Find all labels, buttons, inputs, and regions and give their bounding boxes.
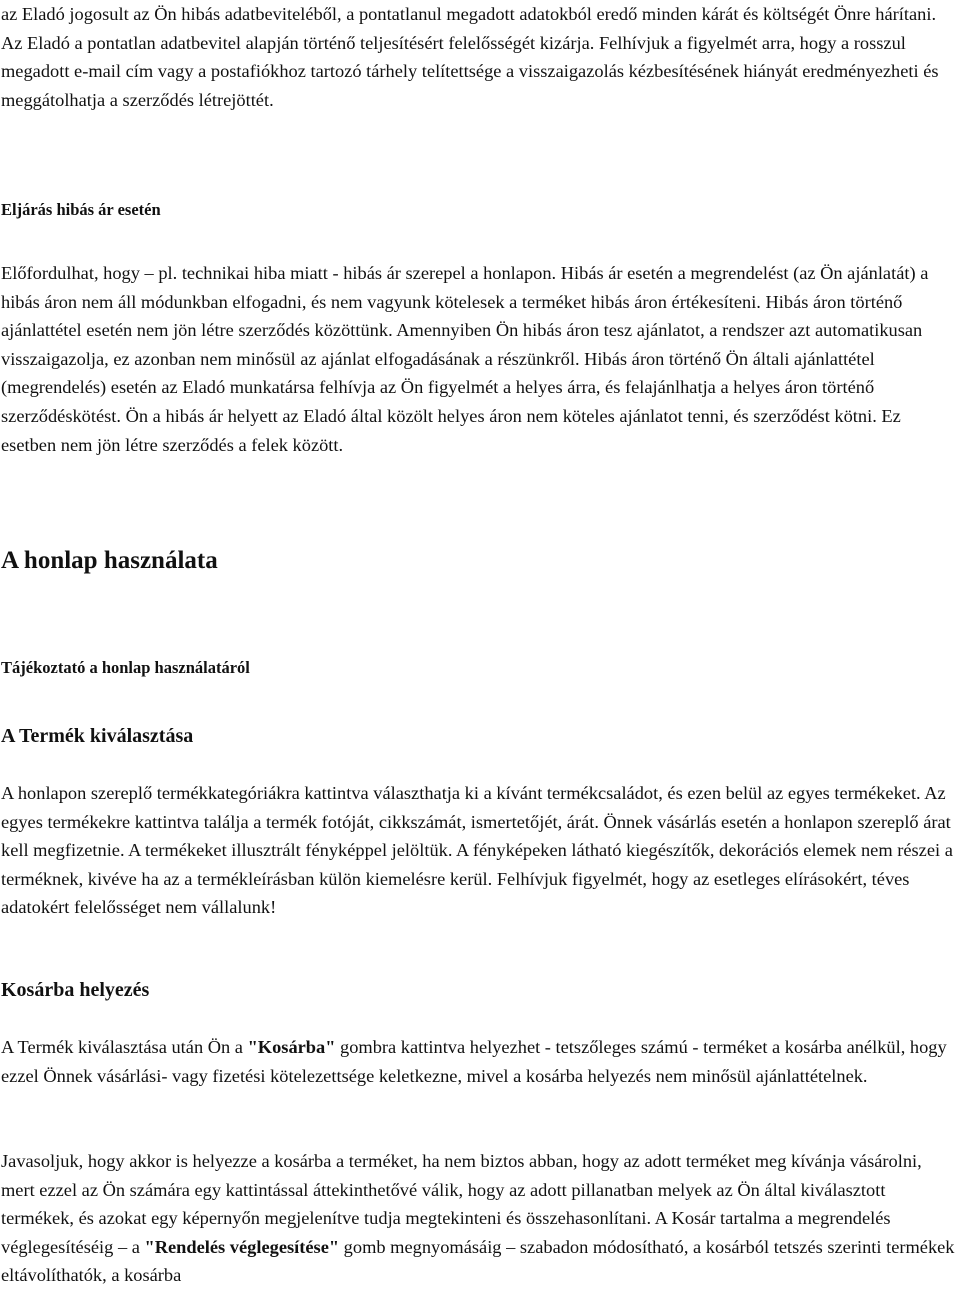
cart-p2-text-end: gomb megnyomásáig – szabadon módosítható, a kosárból tetszés szerinti termékek eltávolíthatók, a kosárba — [1, 1236, 955, 1286]
cart-paragraph-1 — [1, 1033, 958, 1090]
cart-paragraph-2 — [1, 1147, 958, 1290]
cart-button-name: "Kosárba" — [247, 1037, 336, 1057]
cart-heading: Kosárba helyezés — [1, 979, 150, 1001]
site-use-heading: A honlap használata — [1, 547, 218, 574]
cart-p1-text-start: A Termék kiválasztása után Ön a — [1, 1037, 248, 1057]
intro-paragraph: az Eladó jogosult az Ön hibás adatbeviteléből, a pontatlanul megadott adatokból eredő minden kárát és költségét Önre hárítani. Az Eladó a pontatlan adatbevitel alapján történő teljesítésért felelősségét kizárja. Felhívjuk a figyelmét arra, hogy a rosszul megadott e-mail cím vagy a postafiókhoz tartozó tárhely telítettsége a visszaigazolás kézbesítésének hiányát eredményezheti és meggátolhatja a szerződés létrejöttét. — [1, 4, 939, 110]
site-use-subheading: Tájékoztató a honlap használatáról — [1, 658, 250, 677]
cart-p2-text-start: Javasoljuk, hogy akkor is helyezze a kosárba a terméket, ha nem biztos abban, hogy az adott terméket meg kívánja vásárolni, mert ezzel az Ön számára egy kattintással áttekinthetővé válik, hogy az adott pillanatban melyek az Ön által kiválasztott termékek, és azokat egy képernyőn megjelenítve tudja megtekinteni és összehasonlítani. A Kosár tartalma a megrendelés véglegesítéséig – a — [1, 1151, 922, 1257]
product-select-paragraph: A honlapon szereplő termékkategóriákra kattintva választhatja ki a kívánt termékcsaládot, és ezen belül az egyes termékeket. Az egyes termékekre kattintva találja a termék fotóját, cikkszámát, ismertetőjét, árát. Önnek vásárlás esetén a honlapon szereplő árat kell megfizetnie. A termékeket illusztrált fényképpel jelöltük. A fényképeken látható kiegészítők, dekorációs elemek nem részei a terméknek, kivéve ha az a termékleírásban külön kiemelésre kerül. Felhívjuk figyelmét, hogy az esetleges elírásokért, téves adatokért felelősséget nem vállalunk! — [1, 783, 953, 918]
finalize-order-button-name: "Rendelés véglegesítése" — [144, 1236, 340, 1257]
wrong-price-paragraph: Előfordulhat, hogy – pl. technikai hiba miatt - hibás ár szerepel a honlapon. Hibás ár esetén a megrendelést (az Ön ajánlatát) a hibás áron nem áll módunkban elfogadni, és nem vagyunk kötelesek a terméket hibás áron értékesíteni. Hibás áron történő ajánlattétel esetén nem jön létre szerződés közöttünk. Amennyiben Ön hibás áron tesz ajánlatot, a rendszer azt automatikusan visszaigazolja, ez azonban nem minősül az ajánlat elfogadásának a részünkről. Hibás áron történő Ön általi ajánlattétel (megrendelés) esetén az Eladó munkatársa felhívja az Ön figyelmét a helyes árra, és felajánlhatja a helyes áron történő szerződéskötést. Ön a hibás ár helyett az Eladó által közölt helyes áron nem köteles ajánlatot tenni, és szerződést kötni. Ez esetben nem jön létre szerződés a felek között. — [1, 263, 929, 455]
product-select-heading: A Termék kiválasztása — [1, 725, 194, 747]
wrong-price-heading: Eljárás hibás ár esetén — [1, 200, 161, 219]
cart-p1-text-end: gombra kattintva helyezhet - tetszőleges számú - terméket a kosárba anélkül, hogy ezzel Önnek vásárlási- vagy fizetési kötelezettsége keletkezne, mivel a kosárba helyezés nem minősül ajánlattételnek. — [1, 1037, 947, 1086]
